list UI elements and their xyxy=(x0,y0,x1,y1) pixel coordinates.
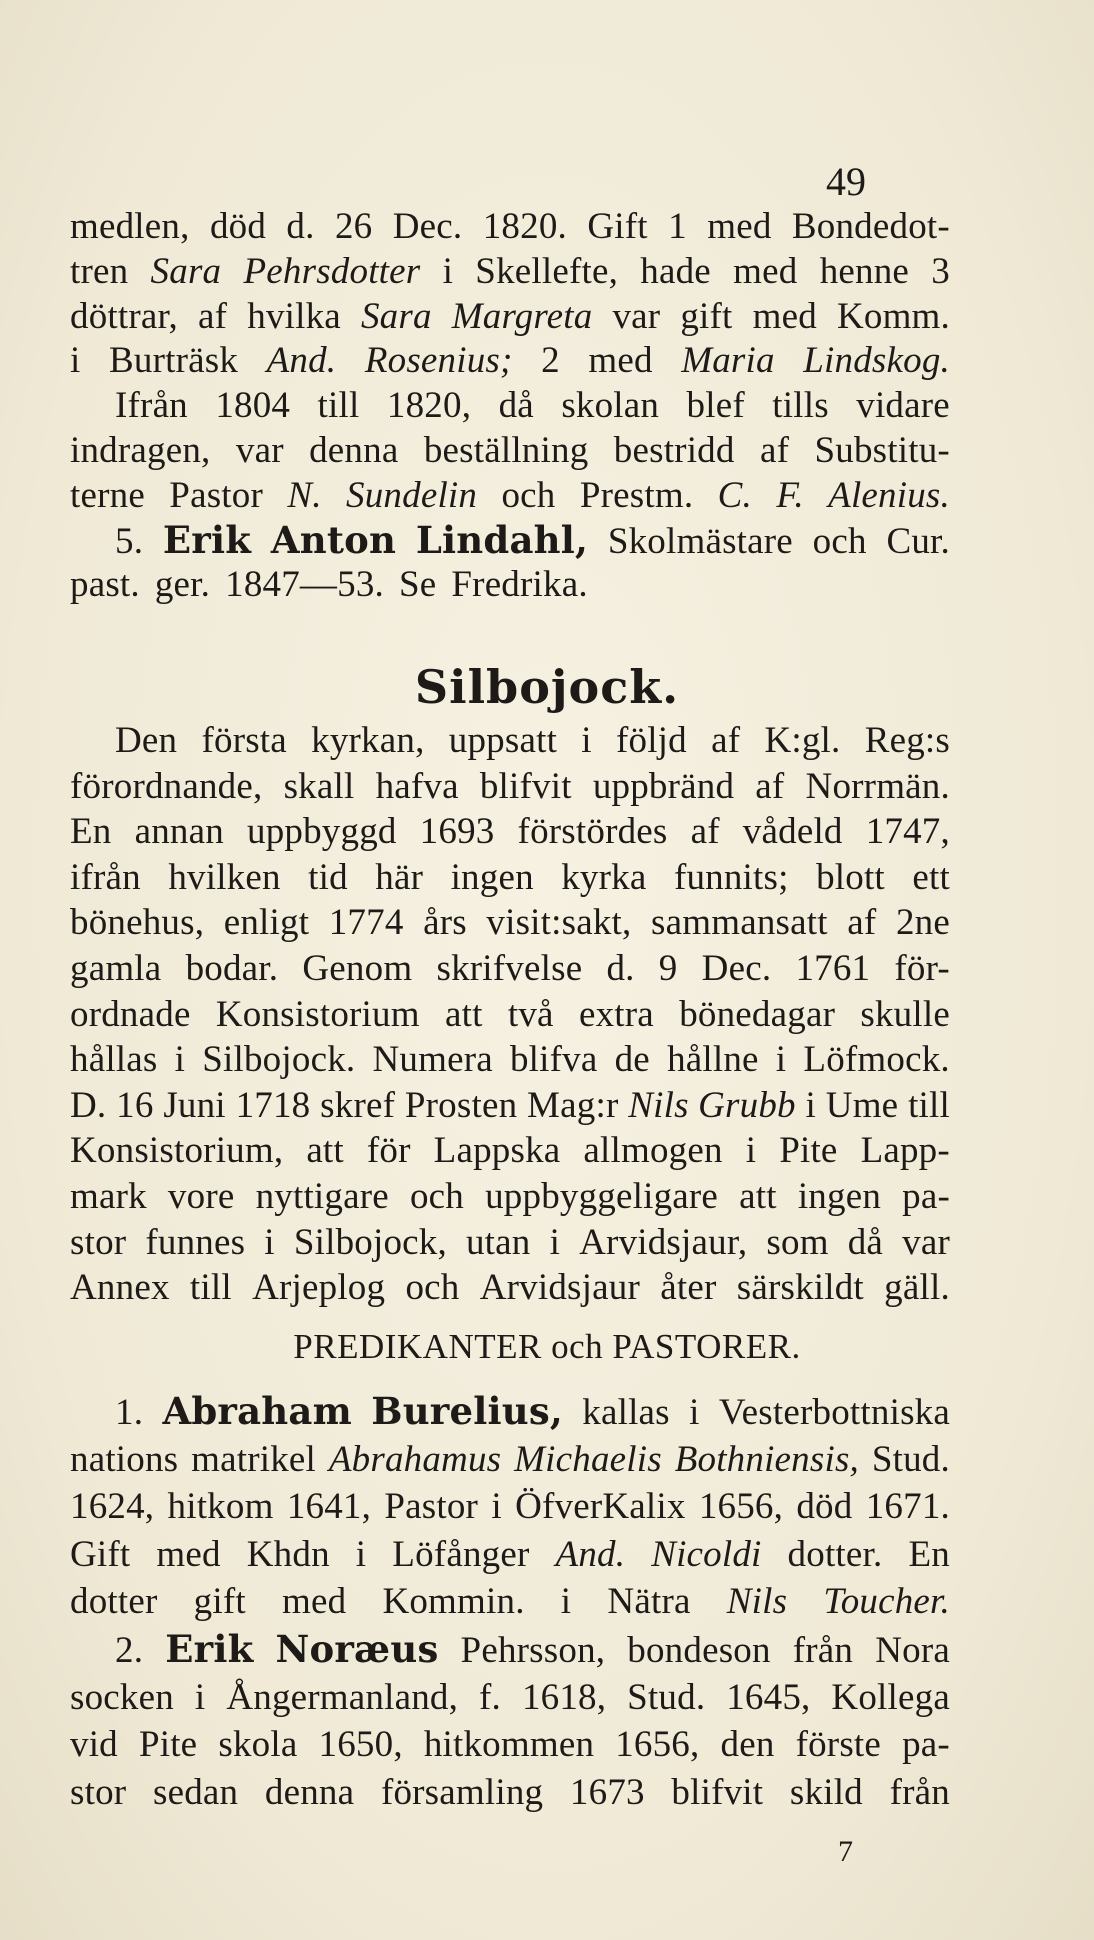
word: terne xyxy=(70,474,145,516)
word: Dec. xyxy=(392,206,463,247)
word: Prestm. xyxy=(579,474,694,516)
word: sammansatt xyxy=(651,902,828,944)
word: från xyxy=(889,1771,950,1813)
word: för- xyxy=(894,947,950,989)
word: Michaelis xyxy=(514,1438,662,1480)
text-line xyxy=(70,1269,950,1315)
word: hållne xyxy=(667,1039,759,1081)
word: församling xyxy=(380,1771,544,1813)
word: Silbojock, xyxy=(293,1221,447,1263)
word: döttrar, xyxy=(70,295,178,337)
word: past. xyxy=(70,564,140,606)
word: Nils xyxy=(726,1581,788,1623)
word: förordnande, xyxy=(70,765,263,807)
word: Bothniensis, xyxy=(674,1438,859,1480)
word: gamla xyxy=(70,947,162,989)
word: pa- xyxy=(902,1175,950,1217)
word: tid xyxy=(308,856,348,898)
word: i xyxy=(805,1084,817,1126)
word: 1718 xyxy=(235,1084,311,1126)
word: med xyxy=(588,340,653,382)
word: Erik xyxy=(162,517,252,562)
text-line xyxy=(70,342,950,387)
word: Abraham xyxy=(162,1389,352,1433)
word: vid xyxy=(70,1724,118,1766)
word: till xyxy=(189,1267,232,1309)
word: ÖfverKalix xyxy=(515,1486,686,1528)
word: 1 xyxy=(668,206,687,247)
word: 2. xyxy=(115,1629,144,1671)
word: Se xyxy=(398,564,437,606)
word: funnits; xyxy=(673,856,789,898)
word: hållas xyxy=(70,1039,158,1081)
text-line xyxy=(70,517,950,567)
word: 1645, xyxy=(726,1676,811,1718)
word: vore xyxy=(167,1175,235,1217)
word: var xyxy=(612,295,661,337)
word: 1650, xyxy=(318,1724,403,1766)
word: 26 xyxy=(334,206,373,247)
text-line xyxy=(70,1626,950,1679)
word: i xyxy=(70,340,81,382)
word: Norrmän. xyxy=(805,765,950,807)
word: af xyxy=(711,720,741,761)
word: Löfmock. xyxy=(803,1039,950,1081)
word: Burelius, xyxy=(371,1389,563,1433)
word: skolan xyxy=(561,385,660,427)
word: Sara xyxy=(360,295,432,337)
word: ett xyxy=(912,856,950,898)
word: And. xyxy=(266,340,337,382)
word: hafva xyxy=(375,765,459,807)
word: 1656, xyxy=(698,1486,784,1528)
word: C. xyxy=(717,474,752,516)
word: Arvidsjaur, xyxy=(579,1221,748,1263)
word: K:gl. xyxy=(764,720,841,761)
word: tills xyxy=(772,385,829,427)
word: kyrka xyxy=(561,856,647,898)
word: gift xyxy=(193,1581,246,1623)
word: 1820, xyxy=(386,385,472,427)
word: för xyxy=(366,1130,411,1172)
word: och xyxy=(405,1267,460,1309)
word: hitkommen xyxy=(423,1724,595,1766)
word: 1. xyxy=(115,1392,144,1433)
word: stor xyxy=(70,1221,127,1263)
word: skild xyxy=(789,1771,863,1813)
word: af xyxy=(759,429,790,471)
text-line xyxy=(70,1676,950,1727)
word: uppbyggeligare xyxy=(485,1175,719,1217)
word: utan xyxy=(465,1221,531,1263)
signature-mark: 7 xyxy=(838,1835,853,1868)
word: års xyxy=(423,902,467,944)
word: d. xyxy=(606,947,635,989)
word: af xyxy=(690,811,720,853)
paragraph-lindahl xyxy=(70,208,950,611)
section-subheading: PREDIKANTER och PASTORER. xyxy=(293,1327,801,1366)
word: enligt xyxy=(223,902,310,944)
word: Kollega xyxy=(831,1676,950,1718)
word: Silbojock. xyxy=(202,1039,356,1081)
word: i xyxy=(355,1533,367,1575)
text-line xyxy=(70,722,950,768)
word: 1656, xyxy=(615,1724,700,1766)
word: skrifvelse xyxy=(436,947,583,989)
word: till xyxy=(317,385,360,427)
word: af xyxy=(847,902,877,944)
text-line xyxy=(70,1771,950,1822)
word: i xyxy=(560,1581,572,1623)
word: de xyxy=(614,1039,650,1081)
word: 3 xyxy=(931,250,950,292)
text-line xyxy=(70,765,950,814)
word: skola xyxy=(218,1724,298,1766)
word: Nils Grubb xyxy=(628,1084,796,1126)
word: i xyxy=(689,1392,700,1433)
word: D. xyxy=(70,1084,107,1126)
word: med xyxy=(156,1533,221,1575)
word: Gift xyxy=(587,206,648,247)
word: Vesterbottniska xyxy=(718,1392,950,1433)
word: 1774 xyxy=(328,902,404,944)
word: En xyxy=(70,811,112,853)
word: första xyxy=(201,720,287,761)
word: medlen, xyxy=(70,206,190,247)
word: Konsistorium xyxy=(215,993,420,1035)
word: Ångermanland, xyxy=(226,1676,459,1718)
word: Bondedot- xyxy=(791,206,950,247)
text-line xyxy=(70,1041,950,1087)
word: Lindahl, xyxy=(415,517,589,562)
word: Löfånger xyxy=(392,1533,530,1575)
word: kallas xyxy=(582,1392,670,1433)
text-line xyxy=(70,429,950,477)
word: och xyxy=(409,1175,464,1217)
word: 1761 xyxy=(795,947,871,989)
word: Mag:r xyxy=(527,1084,619,1126)
word: att xyxy=(445,993,483,1035)
word: annan xyxy=(134,811,224,853)
word: af xyxy=(198,295,228,337)
word: Lindskog. xyxy=(803,340,950,382)
word: i xyxy=(491,1486,502,1528)
text-line xyxy=(70,566,950,611)
word: nyttigare xyxy=(255,1175,389,1217)
word: beställning xyxy=(423,429,589,471)
word: ingen xyxy=(797,1175,882,1217)
word: förste xyxy=(795,1724,882,1766)
word: den xyxy=(720,1724,775,1766)
text-line xyxy=(70,904,950,950)
word: Skellefte, xyxy=(475,250,619,292)
word: Lappska xyxy=(433,1130,561,1172)
word: följd xyxy=(615,720,687,761)
word: vidare xyxy=(856,385,950,427)
word: 1673 xyxy=(569,1771,645,1813)
word: Arvidsjaur xyxy=(479,1267,640,1309)
word: blef xyxy=(686,385,745,427)
word: F. xyxy=(776,474,804,516)
word: Stud. xyxy=(871,1438,950,1480)
word: gäll. xyxy=(884,1267,950,1309)
word: 1693 xyxy=(419,811,495,853)
text-line xyxy=(70,1533,950,1584)
paragraph-predikanter xyxy=(70,1389,950,1821)
word: Dec. xyxy=(701,947,772,989)
word: nations xyxy=(70,1438,179,1480)
word: Erik xyxy=(165,1626,254,1671)
word: 1624, xyxy=(70,1486,155,1528)
word: Noræus xyxy=(275,1626,439,1671)
word: då xyxy=(498,385,534,427)
word: 1671. xyxy=(865,1486,950,1528)
word: förstördes xyxy=(517,811,668,853)
word: Ume xyxy=(825,1084,899,1126)
text-line xyxy=(70,1583,950,1631)
text-line xyxy=(70,1175,950,1224)
word: Sara xyxy=(150,250,222,292)
word: här xyxy=(375,856,424,898)
word: bönehus, xyxy=(70,902,205,944)
text-line xyxy=(70,993,950,1042)
word: åter xyxy=(660,1267,717,1309)
word: kyrkan, xyxy=(311,720,425,761)
word: skulle xyxy=(860,993,950,1035)
word: med xyxy=(281,1581,347,1623)
word: Arjeplog xyxy=(252,1267,386,1309)
word: Ifrån xyxy=(115,385,188,427)
word: Reg:s xyxy=(864,720,950,761)
section-title: Silbojock. xyxy=(414,660,680,714)
word: Komm. xyxy=(836,295,950,337)
word: bondeson xyxy=(627,1629,771,1671)
word: ger. xyxy=(154,564,211,606)
word: 2ne xyxy=(895,902,950,944)
word: i xyxy=(581,720,592,761)
word: var xyxy=(902,1221,950,1263)
word: i xyxy=(264,1221,275,1263)
word: Lapp- xyxy=(860,1130,950,1172)
word: och xyxy=(501,474,556,516)
word: Skolmästare xyxy=(607,520,793,562)
word: N. xyxy=(287,474,322,516)
word: Alenius. xyxy=(828,474,950,516)
word: bestridd xyxy=(613,429,735,471)
word: med xyxy=(752,295,817,337)
word: 1847—53. xyxy=(225,564,384,606)
word: Fredrika. xyxy=(451,564,588,606)
word: And. xyxy=(555,1533,626,1575)
word: till xyxy=(908,1084,950,1126)
word: och xyxy=(812,520,867,562)
word: f. xyxy=(479,1676,501,1718)
word: med xyxy=(707,206,772,247)
word: Nicoldi xyxy=(651,1533,762,1575)
word: då xyxy=(847,1221,884,1263)
word: Khdn xyxy=(246,1533,330,1575)
word: 2 xyxy=(541,340,560,382)
word: i xyxy=(174,1039,186,1081)
word: i xyxy=(549,1221,561,1263)
text-line xyxy=(70,1221,950,1270)
word: Konsistorium, xyxy=(70,1130,284,1172)
word: Cur. xyxy=(886,520,950,562)
word: 1618, xyxy=(521,1676,607,1718)
word: ordnade xyxy=(70,993,191,1035)
word: blifvit xyxy=(479,765,572,807)
text-line xyxy=(70,856,950,905)
word: Maria xyxy=(681,340,775,382)
word: socken xyxy=(70,1676,174,1718)
word: Pastor xyxy=(384,1486,479,1528)
word: Den xyxy=(115,720,178,761)
word: extra xyxy=(578,993,654,1035)
text-line xyxy=(70,1084,950,1133)
word: visit:sakt, xyxy=(486,902,632,944)
word: 1747, xyxy=(865,811,950,853)
word: skall xyxy=(283,765,355,807)
word: hvilka xyxy=(247,295,341,337)
word: Gift xyxy=(70,1533,131,1575)
text-line xyxy=(70,474,950,522)
word: uppbyggd xyxy=(247,811,397,853)
word: Anton xyxy=(270,517,397,562)
word: hvilken xyxy=(168,856,281,898)
word: Pehrsson, xyxy=(460,1629,606,1671)
text-line xyxy=(70,208,950,253)
word: i xyxy=(442,250,454,292)
word: 9 xyxy=(658,947,678,989)
text-line xyxy=(70,387,950,432)
word: i xyxy=(745,1130,757,1172)
text-line xyxy=(70,813,950,859)
word: allmogen xyxy=(583,1130,723,1172)
word: med xyxy=(733,250,798,292)
word: 1820. xyxy=(482,206,567,247)
word: 1804 xyxy=(215,385,291,427)
word: vådeld xyxy=(742,811,843,853)
word: Abrahamus xyxy=(328,1438,502,1480)
word: tren xyxy=(70,250,129,292)
word: särskildt xyxy=(736,1267,864,1309)
page-number: 49 xyxy=(826,159,866,204)
text-line xyxy=(70,947,950,996)
word: Substitu- xyxy=(814,429,950,471)
word: funnes xyxy=(145,1221,246,1263)
text-line xyxy=(70,1132,950,1178)
text-line xyxy=(70,1389,950,1441)
word: blifva xyxy=(509,1039,598,1081)
word: stor xyxy=(70,1771,127,1813)
word: Toucher. xyxy=(823,1581,950,1623)
word: Margreta xyxy=(451,295,593,337)
word: hitkom xyxy=(167,1486,274,1528)
word: från xyxy=(792,1629,854,1671)
word: uppsatt xyxy=(448,720,558,761)
word: två xyxy=(507,993,554,1035)
word: ifrån xyxy=(70,856,141,898)
word: att xyxy=(306,1130,344,1172)
word: matrikel xyxy=(191,1438,317,1480)
word: hade xyxy=(640,250,711,292)
word: Numera xyxy=(372,1039,493,1081)
word: mark xyxy=(70,1175,147,1217)
word: Pite xyxy=(779,1130,838,1172)
word: som xyxy=(766,1221,829,1263)
word: d. xyxy=(286,206,315,247)
text-line xyxy=(70,295,950,343)
word: Rosenius; xyxy=(364,340,513,382)
word: i xyxy=(194,1676,206,1718)
word: blott xyxy=(816,856,885,898)
word: Pehrsdotter xyxy=(243,250,421,292)
word: gift xyxy=(680,295,733,337)
word: En xyxy=(908,1533,950,1575)
word: Kommin. xyxy=(382,1581,525,1623)
text-line xyxy=(70,1488,950,1536)
word: uppbränd xyxy=(592,765,735,807)
word: pa- xyxy=(902,1724,950,1766)
word: Burträsk xyxy=(109,340,239,382)
word: 5. xyxy=(115,520,144,562)
word: ingen xyxy=(450,856,534,898)
word: i xyxy=(775,1039,787,1081)
word: blifvit xyxy=(671,1771,764,1813)
word: Stud. xyxy=(627,1676,706,1718)
word: att xyxy=(739,1175,777,1217)
word: Genom xyxy=(302,947,413,989)
word: dotter xyxy=(70,1581,158,1623)
word: Nora xyxy=(875,1629,950,1671)
word: denna xyxy=(264,1771,355,1813)
text-line xyxy=(70,250,950,298)
word: Prosten xyxy=(404,1084,518,1126)
word: Pite xyxy=(138,1724,198,1766)
word: dotter. xyxy=(787,1533,883,1575)
paragraph-silbojock-history xyxy=(70,722,950,1315)
word: henne xyxy=(819,250,910,292)
word: sedan xyxy=(152,1771,239,1813)
word: Annex xyxy=(70,1267,170,1309)
text-line xyxy=(70,1438,950,1489)
word: denna xyxy=(309,429,399,471)
word: bönedagar xyxy=(679,993,836,1035)
word: indragen, xyxy=(70,429,211,471)
word: var xyxy=(235,429,284,471)
word: af xyxy=(755,765,785,807)
word: Pastor xyxy=(169,474,263,516)
word: bodar. xyxy=(185,947,279,989)
word: Sundelin xyxy=(346,474,478,516)
word: död xyxy=(796,1486,853,1528)
word: skref xyxy=(320,1084,396,1126)
word: Nätra xyxy=(607,1581,691,1623)
word: död xyxy=(209,206,267,247)
word: 1641, xyxy=(286,1486,372,1528)
word: Juni xyxy=(163,1084,226,1126)
text-line xyxy=(70,1726,950,1774)
word: 16 xyxy=(116,1084,154,1126)
